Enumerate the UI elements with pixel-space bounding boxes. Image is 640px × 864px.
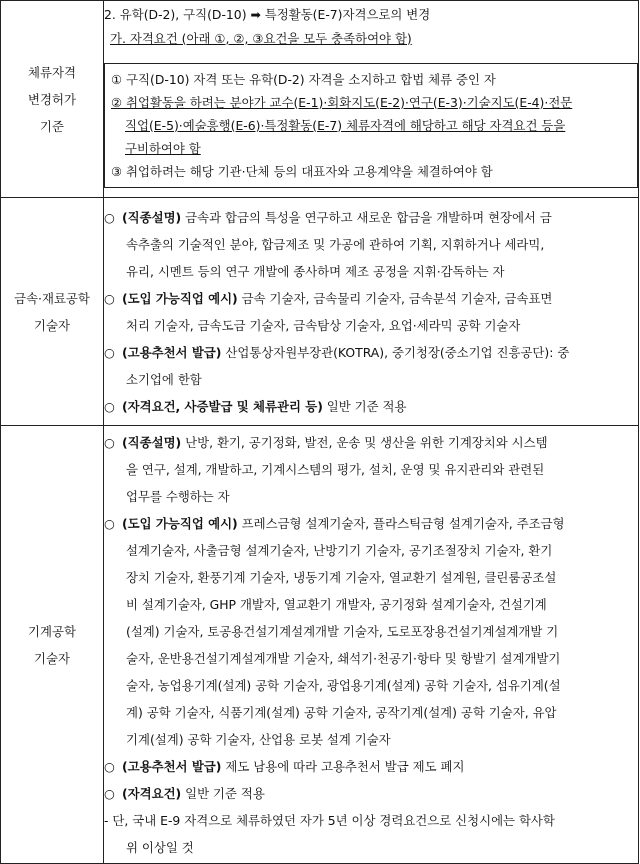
qualification-requirements: ○ (자격요건, 사증발급 및 체류관리 등) 일반 기준 적용: [104, 393, 638, 420]
recommendation-issuance: ○ (고용추천서 발급) 제도 남용에 따라 고용추천서 발급 제도 폐지: [104, 753, 638, 780]
requirement-2-line: 구비하여야 함: [125, 140, 201, 156]
change-permit-content: [104, 1, 639, 198]
qualification-requirements: ○ (자격요건) 일반 기준 적용: [104, 780, 638, 807]
requirement-1: ① 구직(D-10) 자격 또는 유학(D-2) 자격을 소지하고 합법 체류 중인 자: [111, 71, 496, 87]
label-line: 변경허가: [28, 91, 76, 107]
example-jobs: ○ (도입 가능직업 예시) 금속 기술자, 금속물리 기술자, 금속분석 기술자, 금속표면 처리 기술자, 금속도금 기술자, 금속탐상 기술자, 요업·세라믹 공학 기술자: [104, 285, 638, 339]
example-jobs: ○ (도입 가능직업 예시) 프레스금형 설계기술자, 플라스틱금형 설계기술자, 주조금형 설계기술자, 사출금형 설계기술자, 난방기기 기술자, 공기조절장치 기술자, 환기 장치 기술자, 환풍기계 기술자, 냉동기계 기술자, 열교환기 설계원, 클린룸공조설 비 설계기술자, GHP 개발자, 열교환기 개발자, 공기정화 설계기술자, 건설기계 (설계) 기술자, 토공용건설기계설계개발 기술자, 도로포장용건설기계설계개발 기 술자, 운반용건설기계설계개발 기술자, 쇄석기·천공기·항타 및 항발기 설계개발기 술자, 농업용기계(설계) 공학 기술자, 광업용기계(설계) 공학 기술자, 섬유기계(설 계) 공학 기술자, 식품기계(설계) 공학 기술자, 공작기계(설계) 공학 기술자, 유압 기계(설계) 공학 기술자, 산업용 로봇 설계 기술자: [104, 510, 638, 753]
label-line: 기술자: [34, 317, 70, 333]
mechanical-engineer-content: [104, 426, 639, 864]
job-description: ○ (직종설명) 금속과 합금의 특성을 연구하고 새로운 합금을 개발하며 현장에서 금 속추출의 기술적인 분야, 합금제조 및 가공에 관하여 기획, 지휘하거나 세라믹, 유리, 시멘트 등의 연구 개발에 종사하며 제조 공정을 지휘·감독하는 자: [104, 204, 638, 285]
bullet-circle-icon: ○: [104, 785, 115, 801]
metal-engineer-content: [104, 198, 639, 426]
bullet-circle-icon: ○: [104, 290, 115, 306]
mechanical-engineer-row: [1, 426, 639, 864]
label-line: 기술자: [34, 650, 70, 666]
row-label-change-permit: [1, 1, 104, 198]
requirement-2-line: 직업(E-5)·예술흥행(E-6)·특정활동(E-7) 체류자격에 해당하고 해당 자격요건 등을: [125, 117, 566, 133]
requirement-3: ③ 취업하려는 해당 기관·단체 등의 대표자와 고용계약을 체결하여야 함: [111, 163, 493, 179]
metal-engineer-row: [1, 198, 639, 426]
recommendation-issuance: ○ (고용추천서 발급) 산업통상자원부장관(KOTRA), 중기청장(중소기업 진흥공단): 중 소기업에 한함: [104, 339, 638, 393]
bullet-circle-icon: ○: [104, 344, 115, 360]
section-heading: 2. 유학(D-2), 구직(D-10) ➡ 특정활동(E-7)자격으로의 변경: [104, 6, 431, 22]
bullet-circle-icon: ○: [104, 515, 115, 531]
bullet-circle-icon: ○: [104, 209, 115, 225]
bullet-circle-icon: ○: [104, 398, 115, 414]
change-permit-criteria-row: [1, 1, 639, 198]
label-line: 기준: [40, 118, 64, 134]
label-line: 기계공학: [28, 623, 76, 639]
label-line: 체류자격: [28, 64, 76, 80]
job-description: ○ (직종설명) 난방, 환기, 공기정화, 발전, 운송 및 생산을 위한 기계장치와 시스템 을 연구, 설계, 개발하고, 기계시스템의 평가, 설치, 운영 및 유지관리와 관련된 업무를 수행하는 자: [104, 429, 638, 510]
requirements-box: [104, 63, 638, 188]
row-label-mechanical-engineer: [1, 426, 104, 864]
experience-note: - 단, 국내 E-9 자격으로 체류하였던 자가 5년 이상 경력요건으로 신청시에는 학사학 위 이상일 것: [104, 812, 555, 855]
subheading: 가. 자격요건 (아래 ①, ②, ③요건을 모두 충족하여야 함): [110, 30, 412, 46]
bullet-circle-icon: ○: [104, 434, 115, 450]
requirement-2-line: ② 취업활동을 하려는 분야가 교수(E-1)·회화지도(E-2)·연구(E-3)·기술지도(E-4)·전문: [111, 94, 573, 110]
label-line: 금속·재료공학: [14, 290, 90, 306]
bullet-circle-icon: ○: [104, 758, 115, 774]
row-label-metal-engineer: [1, 198, 104, 426]
